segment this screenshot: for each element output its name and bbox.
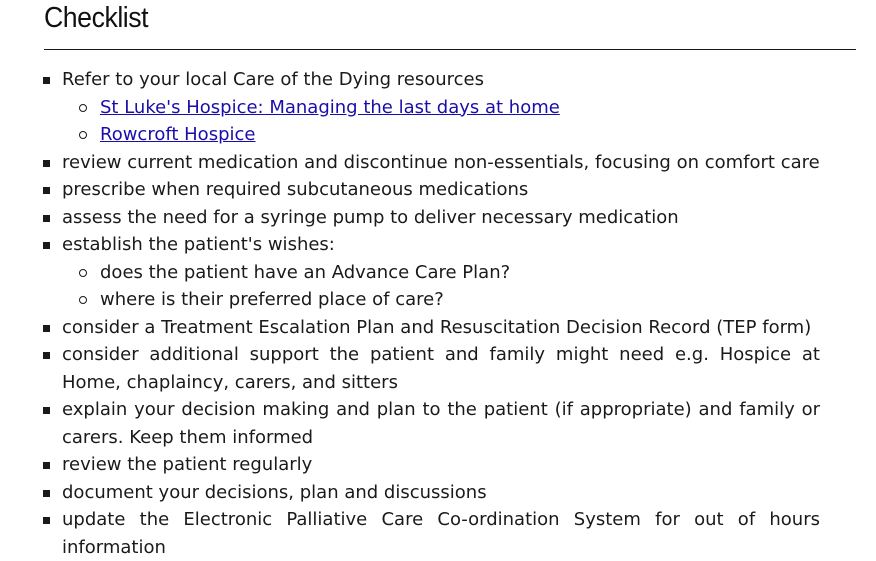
checklist-item-text: review the patient regularly bbox=[62, 454, 313, 475]
checklist-item-text: document your decisions, plan and discussions bbox=[62, 481, 487, 503]
checklist-item-text: consider additional support the patient and family might need e.g. Hospice at Home, chaplaincy, carers, and sitters bbox=[62, 344, 820, 393]
checklist-item-text: consider a Treatment Escalation Plan and Resuscitation Decision Record (TEP form) bbox=[62, 316, 812, 338]
checklist-item-patient-wishes bbox=[0, 231, 820, 314]
rowcroft-hospice-link[interactable]: Rowcroft Hospice bbox=[100, 124, 256, 145]
checklist-item-text: explain your decision making and plan to the patient (if appropriate) and family or carers. Keep them informed bbox=[62, 399, 820, 448]
subitem: does the patient have an Advance Care Plan? bbox=[62, 259, 820, 287]
checklist-item-prescribe bbox=[0, 176, 820, 204]
checklist-item-explain-decision bbox=[0, 396, 820, 451]
checklist-item-tep-form bbox=[0, 314, 820, 342]
checklist-item-epaccs bbox=[0, 506, 820, 561]
resource-links bbox=[62, 94, 820, 149]
subitem: where is their preferred place of care? bbox=[62, 286, 820, 314]
checklist-item-document bbox=[0, 479, 820, 507]
checklist-item-text: Refer to your local Care of the Dying resources bbox=[62, 69, 484, 90]
checklist-item-text: prescribe when required subcutaneous medications bbox=[62, 179, 529, 200]
resource-link-item bbox=[62, 94, 820, 122]
checklist-item-syringe-pump bbox=[0, 204, 820, 232]
patient-wishes-subitems bbox=[62, 259, 820, 314]
checklist-item-review-medication bbox=[0, 149, 820, 177]
checklist-item-text: establish the patient's wishes: bbox=[62, 234, 335, 255]
checklist-item-text: review current medication and discontinue non-essentials, focusing on comfort care bbox=[62, 151, 820, 173]
section-title: Checklist bbox=[44, 2, 149, 34]
title-divider bbox=[44, 49, 856, 50]
checklist-item-text: assess the need for a syringe pump to deliver necessary medication bbox=[62, 206, 679, 228]
st-lukes-hospice-link[interactable]: St Luke's Hospice: Managing the last days at home bbox=[100, 96, 560, 118]
checklist-item-review-regularly bbox=[0, 451, 820, 479]
checklist-item-text: update the Electronic Palliative Care Co-ordination System for out of hours information bbox=[62, 509, 820, 558]
checklist bbox=[0, 66, 820, 561]
resource-link-item bbox=[62, 121, 820, 149]
checklist-item-care-of-dying bbox=[0, 66, 820, 149]
checklist-item-additional-support bbox=[0, 341, 820, 396]
